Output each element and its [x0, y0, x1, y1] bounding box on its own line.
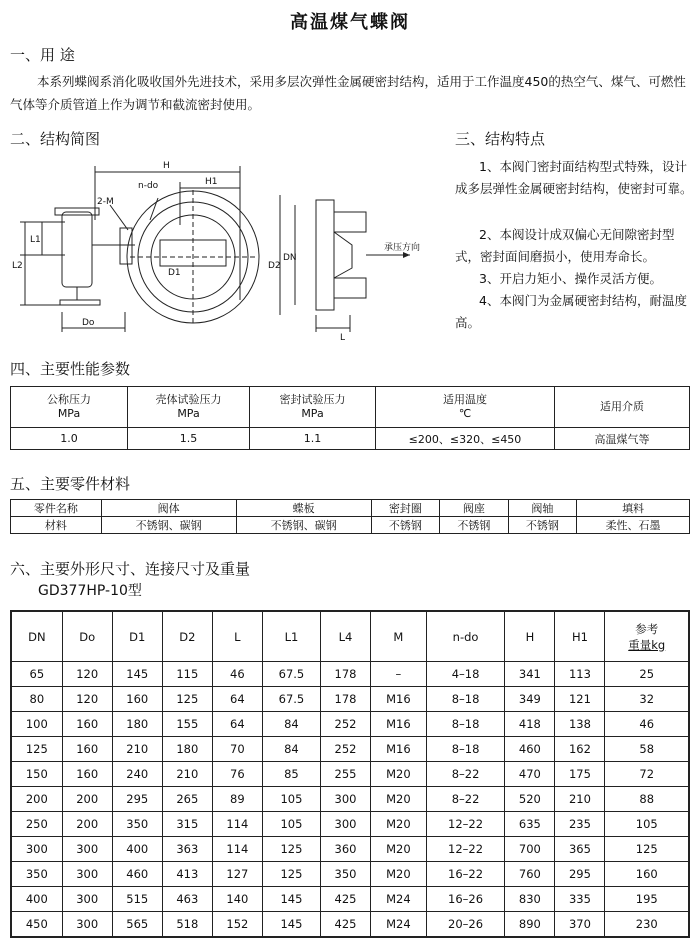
dimensions-cell: 16–22: [426, 862, 505, 887]
perf-header-cell: 适用介质: [555, 387, 690, 428]
dimensions-cell: 125: [11, 737, 62, 762]
dimensions-cell: 113: [555, 662, 605, 687]
dimensions-cell: 12–22: [426, 812, 505, 837]
dimensions-cell: 160: [605, 862, 689, 887]
dimensions-cell: 65: [11, 662, 62, 687]
dimensions-cell: M16: [371, 687, 427, 712]
dimensions-cell: 145: [262, 912, 320, 938]
dimensions-cell: 72: [605, 762, 689, 787]
dimensions-cell: 8–18: [426, 687, 505, 712]
materials-cell: 不锈钢: [371, 517, 440, 534]
materials-cell: 密封圈: [371, 500, 440, 517]
materials-cell: 蝶板: [236, 500, 371, 517]
dimensions-cell: 295: [555, 862, 605, 887]
dimensions-cell: 46: [212, 662, 262, 687]
section-heading-diagram: 二、结构简图: [10, 130, 101, 148]
structure-diagram: [0, 150, 450, 350]
dimensions-cell: 160: [62, 762, 112, 787]
dimensions-cell: 125: [605, 837, 689, 862]
dim-label-h: H: [163, 161, 170, 171]
materials-row: [11, 500, 690, 517]
dimensions-cell: 105: [262, 787, 320, 812]
section-heading-dimensions: 六、主要外形尺寸、连接尺寸及重量: [10, 560, 251, 578]
dimensions-cell: 67.5: [262, 687, 320, 712]
dimensions-cell: M20: [371, 862, 427, 887]
dim-label-d2: D2: [268, 261, 281, 271]
dimensions-cell: 341: [505, 662, 555, 687]
dim-label-do: Do: [82, 318, 95, 328]
dim-label-l1: L1: [30, 235, 41, 245]
dimensions-cell: 295: [112, 787, 162, 812]
dimensions-cell: 210: [112, 737, 162, 762]
dimensions-cell: 470: [505, 762, 555, 787]
dimensions-cell: 250: [11, 812, 62, 837]
dimensions-header-cell: L4: [320, 611, 370, 662]
section-heading-features: 三、结构特点: [455, 130, 546, 148]
dimensions-cell: 180: [112, 712, 162, 737]
dimensions-cell: 200: [62, 812, 112, 837]
dimensions-cell: 16–26: [426, 887, 505, 912]
dimensions-cell: 230: [605, 912, 689, 938]
dimensions-cell: 46: [605, 712, 689, 737]
dimensions-header-cell: L1: [262, 611, 320, 662]
dimensions-cell: 85: [262, 762, 320, 787]
dimensions-cell: M24: [371, 912, 427, 938]
dimensions-cell: 12–22: [426, 837, 505, 862]
dimensions-cell: 760: [505, 862, 555, 887]
dimensions-cell: 152: [212, 912, 262, 938]
feature-item-2: 2、本阀设计成双偏心无间隙密封型式，密封面间磨损小，使用寿命长。: [455, 227, 675, 264]
dimensions-header-row: [11, 611, 689, 662]
perf-header-cell: 公称压力 MPa: [11, 387, 128, 428]
table-row: [11, 887, 689, 912]
dimensions-cell: 140: [212, 887, 262, 912]
dimensions-cell: 64: [212, 687, 262, 712]
materials-cell: 阀体: [101, 500, 236, 517]
dimensions-cell: 125: [262, 837, 320, 862]
section-heading-usage: 一、用 途: [10, 46, 75, 64]
dim-label-l2: L2: [12, 261, 23, 271]
dimensions-header-cell: D2: [162, 611, 212, 662]
dimensions-cell: 460: [112, 862, 162, 887]
dimensions-cell: 300: [320, 787, 370, 812]
dimensions-cell: 463: [162, 887, 212, 912]
dimensions-cell: 349: [505, 687, 555, 712]
dimensions-cell: 565: [112, 912, 162, 938]
dimensions-cell: 830: [505, 887, 555, 912]
dimensions-header-cell: D1: [112, 611, 162, 662]
table-row: [11, 687, 689, 712]
dimensions-cell: 64: [212, 712, 262, 737]
dim-label-h1: H1: [205, 177, 218, 187]
perf-value-cell: 1.1: [250, 428, 376, 450]
dimensions-cell: 32: [605, 687, 689, 712]
dimensions-cell: 127: [212, 862, 262, 887]
dimensions-header-cell: H1: [555, 611, 605, 662]
dimensions-cell: 114: [212, 837, 262, 862]
perf-header-cell: 密封试验压力 MPa: [250, 387, 376, 428]
dim-label-ndo: n-do: [138, 181, 159, 191]
dimensions-cell: 520: [505, 787, 555, 812]
dimensions-header-cell: 参考 重量kg: [605, 611, 689, 662]
materials-cell: 不锈钢: [440, 517, 509, 534]
table-row: [11, 837, 689, 862]
dimensions-cell: 67.5: [262, 662, 320, 687]
table-row: [11, 812, 689, 837]
table-row: [11, 762, 689, 787]
dimensions-cell: 160: [62, 712, 112, 737]
dimensions-cell: M24: [371, 887, 427, 912]
dimensions-cell: 518: [162, 912, 212, 938]
dimensions-cell: 84: [262, 712, 320, 737]
dimensions-cell: 365: [555, 837, 605, 862]
materials-cell: 阀轴: [508, 500, 577, 517]
dimensions-cell: 418: [505, 712, 555, 737]
dimensions-cell: 8–22: [426, 787, 505, 812]
materials-cell: 填料: [577, 500, 690, 517]
dimensions-cell: 8–18: [426, 737, 505, 762]
dimensions-cell: 121: [555, 687, 605, 712]
dim-label-dn: DN: [283, 253, 297, 263]
perf-value-cell: 1.5: [128, 428, 250, 450]
dimensions-cell: 400: [112, 837, 162, 862]
dimensions-cell: 370: [555, 912, 605, 938]
dimensions-cell: 120: [62, 662, 112, 687]
materials-cell: 柔性、石墨: [577, 517, 690, 534]
dimensions-cell: 300: [11, 837, 62, 862]
table-row: [11, 737, 689, 762]
dim-label-l: L: [340, 333, 346, 343]
perf-value-cell: 1.0: [11, 428, 128, 450]
dimensions-cell: 180: [162, 737, 212, 762]
perf-value-cell: ≤200、≤320、≤450: [376, 428, 555, 450]
perf-value-cell: 高温煤气等: [555, 428, 690, 450]
dimensions-cell: 255: [320, 762, 370, 787]
dimensions-cell: M16: [371, 737, 427, 762]
table-row: [11, 787, 689, 812]
dimensions-header-cell: L: [212, 611, 262, 662]
dimensions-cell: 100: [11, 712, 62, 737]
dimensions-cell: 300: [320, 812, 370, 837]
dimensions-cell: 88: [605, 787, 689, 812]
model-label: GD377HP-10型: [38, 583, 142, 599]
dimensions-cell: 460: [505, 737, 555, 762]
dimensions-cell: 200: [11, 787, 62, 812]
dimensions-cell: 125: [262, 862, 320, 887]
dimensions-cell: 155: [162, 712, 212, 737]
dimensions-cell: 315: [162, 812, 212, 837]
dimensions-cell: 350: [320, 862, 370, 887]
dimensions-cell: 8–22: [426, 762, 505, 787]
dim-label-2m: 2-M: [97, 197, 114, 207]
dimensions-cell: 400: [11, 887, 62, 912]
dimensions-cell: 162: [555, 737, 605, 762]
dimensions-cell: 252: [320, 737, 370, 762]
dimensions-cell: 413: [162, 862, 212, 887]
dimensions-cell: 195: [605, 887, 689, 912]
dimensions-cell: 84: [262, 737, 320, 762]
dimensions-cell: –: [371, 662, 427, 687]
feature-item-4: 4、本阀门为金属硬密封结构，耐温度高。: [455, 293, 687, 330]
dimensions-cell: 138: [555, 712, 605, 737]
materials-cell: 阀座: [440, 500, 509, 517]
dimensions-cell: 145: [112, 662, 162, 687]
dimensions-header-cell: M: [371, 611, 427, 662]
dimensions-cell: 350: [112, 812, 162, 837]
dimensions-cell: 515: [112, 887, 162, 912]
section-heading-performance: 四、主要性能参数: [10, 360, 131, 378]
materials-cell: 不锈钢、碳钢: [236, 517, 371, 534]
dimensions-cell: 635: [505, 812, 555, 837]
dimensions-cell: 178: [320, 687, 370, 712]
dimensions-cell: 235: [555, 812, 605, 837]
dimensions-cell: 25: [605, 662, 689, 687]
dimensions-cell: 425: [320, 912, 370, 938]
dimensions-cell: 450: [11, 912, 62, 938]
flow-direction-label: 承压方向: [384, 243, 421, 253]
dimensions-cell: 120: [62, 687, 112, 712]
dimensions-cell: M20: [371, 787, 427, 812]
dimensions-cell: 300: [62, 862, 112, 887]
dimensions-cell: 700: [505, 837, 555, 862]
dimensions-cell: 363: [162, 837, 212, 862]
table-row: [11, 662, 689, 687]
dimensions-cell: 300: [62, 887, 112, 912]
materials-cell: 材料: [11, 517, 102, 534]
table-row: [11, 712, 689, 737]
dimensions-cell: 105: [262, 812, 320, 837]
dimensions-cell: M20: [371, 837, 427, 862]
dimensions-cell: 350: [11, 862, 62, 887]
dimensions-cell: 265: [162, 787, 212, 812]
page-title: 高温煤气蝶阀: [290, 12, 410, 33]
dimensions-cell: 8–18: [426, 712, 505, 737]
dimensions-cell: 125: [162, 687, 212, 712]
dimensions-cell: 300: [62, 837, 112, 862]
dimensions-cell: 58: [605, 737, 689, 762]
dimensions-header-cell: n-do: [426, 611, 505, 662]
perf-header-cell: 适用温度 ℃: [376, 387, 555, 428]
dimensions-cell: 20–26: [426, 912, 505, 938]
dimensions-cell: M16: [371, 712, 427, 737]
dimensions-cell: 210: [555, 787, 605, 812]
dimensions-cell: 80: [11, 687, 62, 712]
dimensions-cell: 150: [11, 762, 62, 787]
dimensions-cell: 178: [320, 662, 370, 687]
dimensions-cell: 89: [212, 787, 262, 812]
dimensions-cell: 4–18: [426, 662, 505, 687]
feature-item-3: 3、开启力矩小、操作灵活方便。: [479, 271, 662, 286]
dimensions-cell: 115: [162, 662, 212, 687]
dimensions-cell: 210: [162, 762, 212, 787]
dimensions-cell: 252: [320, 712, 370, 737]
table-row: [11, 912, 689, 938]
materials-cell: 不锈钢、碳钢: [101, 517, 236, 534]
dimensions-cell: 70: [212, 737, 262, 762]
dim-label-d1: D1: [168, 268, 181, 278]
materials-cell: 零件名称: [11, 500, 102, 517]
dimensions-cell: M20: [371, 762, 427, 787]
table-row: [11, 862, 689, 887]
dimensions-cell: 175: [555, 762, 605, 787]
feature-item-1: 1、本阀门密封面结构型式特殊，设计成多层弹性金属硬密封结构，使密封可靠。: [455, 159, 693, 196]
dimensions-cell: 335: [555, 887, 605, 912]
dimensions-header-cell: H: [505, 611, 555, 662]
section-heading-materials: 五、主要零件材料: [10, 475, 131, 493]
dimensions-cell: M20: [371, 812, 427, 837]
dimensions-cell: 160: [112, 687, 162, 712]
usage-paragraph: 本系列蝶阀系消化吸收国外先进技术，采用多层次弹性金属硬密封结构，适用于工作温度450的热空气、煤气、可燃性气体等介质管道上作为调节和截流密封使用。: [10, 74, 686, 112]
dimensions-cell: 200: [62, 787, 112, 812]
dimensions-table: [10, 610, 690, 938]
materials-table: [10, 499, 690, 534]
dimensions-cell: 425: [320, 887, 370, 912]
dimensions-cell: 300: [62, 912, 112, 938]
dimensions-cell: 360: [320, 837, 370, 862]
dimensions-header-cell: Do: [62, 611, 112, 662]
materials-row: [11, 517, 690, 534]
dimensions-cell: 890: [505, 912, 555, 938]
dimensions-header-cell: DN: [11, 611, 62, 662]
dimensions-cell: 145: [262, 887, 320, 912]
materials-cell: 不锈钢: [508, 517, 577, 534]
performance-table: [10, 386, 690, 450]
dimensions-cell: 160: [62, 737, 112, 762]
perf-header-cell: 壳体试验压力 MPa: [128, 387, 250, 428]
dimensions-cell: 105: [605, 812, 689, 837]
dimensions-cell: 76: [212, 762, 262, 787]
dimensions-cell: 114: [212, 812, 262, 837]
dimensions-cell: 240: [112, 762, 162, 787]
